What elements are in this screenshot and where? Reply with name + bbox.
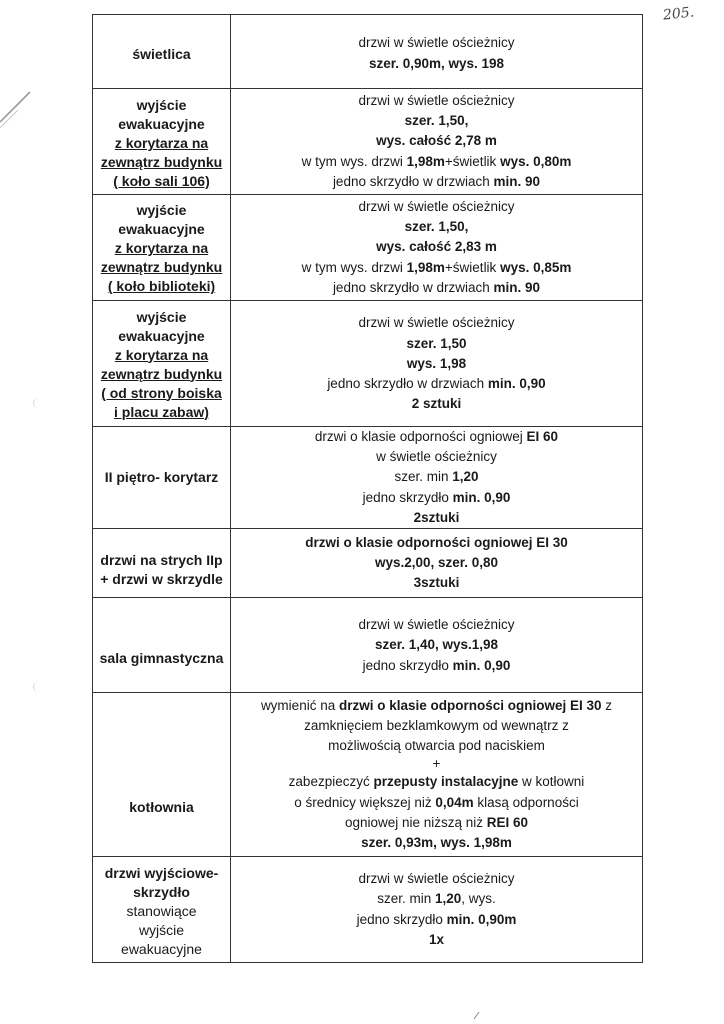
- location-text: wyjście: [136, 308, 187, 325]
- location-text: II piętro- korytarz: [104, 469, 219, 485]
- location-cell: [93, 15, 231, 89]
- scan-speck: [472, 1010, 486, 1020]
- location-text: wyjście: [136, 202, 187, 218]
- location-text: + drzwi w skrzydle: [100, 571, 223, 588]
- spec-line: jedno skrzydło min. 0,90: [362, 489, 511, 505]
- table-row: [93, 15, 643, 89]
- spec-line: drzwi w świetle ościeżnicy: [358, 35, 515, 51]
- spec-line: szer. 1,40, wys.1,98: [374, 637, 499, 653]
- location-text: ewakuacyjne: [118, 327, 205, 344]
- spec-line: zamknięciem bezklamkowym od wewnątrz z: [304, 718, 569, 733]
- location-cell: [93, 598, 231, 693]
- specification-cell: [231, 195, 643, 301]
- location-cell: [93, 857, 231, 963]
- specification-cell: [231, 693, 643, 857]
- spec-line: w tym wys. drzwi 1,98m+świetlik wys. 0,80m: [301, 153, 572, 169]
- spec-line: w świetle ościeżnicy: [376, 449, 497, 465]
- location-text: z korytarza na: [114, 346, 209, 363]
- location-text: wyjście: [136, 97, 187, 113]
- spec-line: szer. 0,93m, wys. 1,98m: [361, 835, 512, 851]
- specification-cell: [231, 529, 643, 598]
- spec-line: jedno skrzydło w drzwiach min. 90: [332, 279, 541, 295]
- spec-line: 2sztuki: [413, 509, 460, 525]
- location-cell: [93, 427, 231, 529]
- table-row: [93, 529, 643, 598]
- spec-line: szer. 1,50: [406, 335, 467, 351]
- specification-cell: [231, 301, 643, 427]
- location-text: skrzydło: [133, 883, 190, 900]
- spec-line: drzwi w świetle ościeżnicy: [358, 92, 515, 108]
- door-specification-table: [92, 14, 643, 963]
- table-row: [93, 598, 643, 693]
- location-text: ( koło biblioteki): [107, 278, 216, 294]
- spec-line: szer. min 1,20: [394, 469, 479, 485]
- spec-line: 3sztuki: [413, 575, 460, 591]
- spec-line: 2 sztuki: [411, 396, 462, 412]
- spec-line: szer. 1,50,: [404, 113, 469, 129]
- location-text: ( od strony boiska: [101, 384, 222, 401]
- table-row: [93, 857, 643, 963]
- spec-line: drzwi o klasie odporności ogniowej EI 60: [314, 429, 559, 444]
- spec-line: drzwi w świetle ościeżnicy: [358, 315, 515, 331]
- spec-line: możliwością otwarcia pod naciskiem: [328, 738, 545, 754]
- specification-cell: [231, 427, 643, 529]
- spec-line: wys. 1,98: [406, 355, 467, 371]
- spec-line: jedno skrzydło min. 0,90m: [356, 911, 517, 927]
- location-text: zewnątrz budynku: [100, 154, 223, 170]
- location-text: drzwi na strych IIp: [100, 552, 223, 569]
- spec-line: ogniowej nie niższą niż REI 60: [344, 814, 529, 830]
- specification-cell: [231, 89, 643, 195]
- spec-line: szer. 0,90m, wys. 198: [368, 55, 505, 71]
- location-text: drzwi wyjściowe-: [104, 864, 219, 881]
- spec-line: zabezpieczyć przepusty instalacyjne w kotłowni: [288, 774, 585, 790]
- spec-line: wys. całość 2,83 m: [376, 239, 497, 255]
- spec-line: drzwi w świetle ościeżnicy: [358, 871, 515, 887]
- spec-line: wys.2,00, szer. 0,80: [374, 554, 499, 570]
- punch-hole-mark: [33, 682, 44, 692]
- handwritten-page-mark: 205.: [662, 4, 695, 24]
- table-row: [93, 89, 643, 195]
- location-cell: [93, 89, 231, 195]
- location-text: ewakuacyjne: [118, 221, 205, 237]
- spec-line: 1x: [428, 931, 445, 947]
- specification-cell: [231, 15, 643, 89]
- spec-line: jedno skrzydło min. 0,90: [362, 657, 511, 673]
- spec-line: szer. 1,50,: [404, 219, 469, 235]
- location-text: zewnątrz budynku: [100, 259, 223, 275]
- spec-line: szer. min 1,20, wys.: [377, 891, 496, 907]
- punch-hole-mark: [33, 398, 44, 408]
- location-cell: [93, 693, 231, 857]
- location-cell: [93, 529, 231, 598]
- spec-line: wys. całość 2,78 m: [376, 133, 497, 149]
- location-text: wyjście: [138, 921, 185, 938]
- spec-line: drzwi w świetle ościeżnicy: [358, 617, 515, 633]
- spec-line: +: [432, 756, 441, 772]
- table-row: [93, 301, 643, 427]
- location-cell: [93, 195, 231, 301]
- location-text: kotłownia: [129, 799, 194, 816]
- table-row: [93, 427, 643, 529]
- spec-line: w tym wys. drzwi 1,98m+świetlik wys. 0,85m: [301, 259, 572, 275]
- location-text: sala gimnastyczna: [99, 650, 224, 667]
- spec-line: jedno skrzydło w drzwiach min. 90: [332, 173, 541, 189]
- location-cell: [93, 301, 231, 427]
- spec-line: drzwi o klasie odporności ogniowej EI 30: [305, 534, 568, 550]
- spec-line: jedno skrzydło w drzwiach min. 0,90: [327, 376, 546, 392]
- spec-line: wymienić na drzwi o klasie odporności ogniowej EI 30 z: [260, 697, 613, 713]
- spec-line: o średnicy większej niż 0,04m klasą odporności: [294, 794, 579, 810]
- location-text: z korytarza na: [114, 135, 209, 151]
- location-text: z korytarza na: [114, 240, 209, 256]
- location-text: świetlica: [132, 46, 191, 62]
- spec-line: drzwi w świetle ościeżnicy: [358, 198, 515, 214]
- specification-cell: [231, 857, 643, 963]
- specification-cell: [231, 598, 643, 693]
- table-row: [93, 195, 643, 301]
- location-text: i placu zabaw): [114, 403, 209, 420]
- location-text: stanowiące: [126, 902, 197, 919]
- location-text: ( koło sali 106): [113, 173, 210, 189]
- location-text: ewakuacyjne: [118, 116, 205, 132]
- location-text: zewnątrz budynku: [100, 365, 223, 382]
- location-text: ewakuacyjne: [121, 940, 202, 957]
- table-row: [93, 693, 643, 857]
